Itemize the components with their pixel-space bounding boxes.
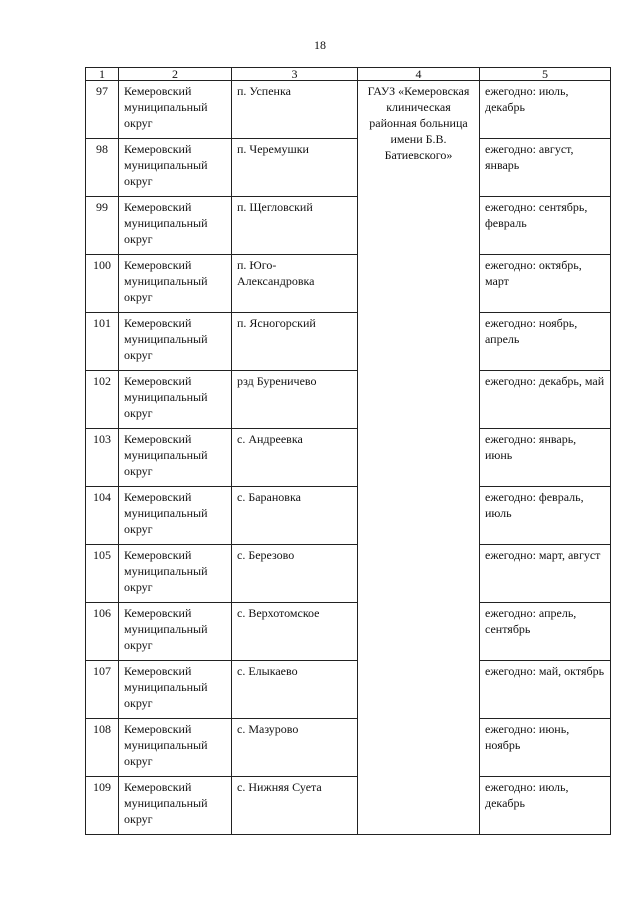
column-header: 1 <box>86 68 119 81</box>
settlement-cell: с. Березово <box>232 545 358 603</box>
row-number-cell: 109 <box>86 777 119 835</box>
district-cell: Кемеровский муниципальный округ <box>119 661 232 719</box>
district-cell: Кемеровский муниципальный округ <box>119 197 232 255</box>
row-number-cell: 99 <box>86 197 119 255</box>
table-row <box>86 661 611 719</box>
column-header: 5 <box>480 68 611 81</box>
district-cell: Кемеровский муниципальный округ <box>119 139 232 197</box>
schedule-cell: ежегодно: ноябрь, апрель <box>480 313 611 371</box>
settlement-cell: п. Успенка <box>232 81 358 139</box>
row-number-cell: 101 <box>86 313 119 371</box>
district-cell: Кемеровский муниципальный округ <box>119 313 232 371</box>
settlement-cell: с. Андреевка <box>232 429 358 487</box>
table-row <box>86 487 611 545</box>
settlement-cell: с. Верхотомское <box>232 603 358 661</box>
row-number-cell: 103 <box>86 429 119 487</box>
page-number: 18 <box>314 38 326 52</box>
schedule-cell: ежегодно: август, январь <box>480 139 611 197</box>
schedule-cell: ежегодно: январь, июнь <box>480 429 611 487</box>
settlement-cell: с. Барановка <box>232 487 358 545</box>
district-cell: Кемеровский муниципальный округ <box>119 371 232 429</box>
schedule-cell: ежегодно: декабрь, май <box>480 371 611 429</box>
schedule-cell: ежегодно: июнь, ноябрь <box>480 719 611 777</box>
district-cell: Кемеровский муниципальный округ <box>119 255 232 313</box>
column-header: 3 <box>232 68 358 81</box>
organization-cell: ГАУЗ «Кемеровская клиническая районная больница имени Б.В. Батиевского» <box>358 81 480 835</box>
district-cell: Кемеровский муниципальный округ <box>119 81 232 139</box>
row-number-cell: 108 <box>86 719 119 777</box>
table-row <box>86 603 611 661</box>
table-row <box>86 139 611 197</box>
schedule-cell: ежегодно: октябрь, март <box>480 255 611 313</box>
column-header: 4 <box>358 68 480 81</box>
table-row <box>86 197 611 255</box>
row-number-cell: 97 <box>86 81 119 139</box>
row-number-cell: 98 <box>86 139 119 197</box>
header-row <box>86 68 611 81</box>
row-number-cell: 100 <box>86 255 119 313</box>
table-row <box>86 429 611 487</box>
table-row <box>86 719 611 777</box>
settlement-cell: рзд Буреничево <box>232 371 358 429</box>
schedule-table <box>85 67 611 835</box>
district-cell: Кемеровский муниципальный округ <box>119 777 232 835</box>
schedule-cell: ежегодно: сентябрь, февраль <box>480 197 611 255</box>
settlement-cell: с. Нижняя Суета <box>232 777 358 835</box>
schedule-cell: ежегодно: июль, декабрь <box>480 81 611 139</box>
district-cell: Кемеровский муниципальный округ <box>119 603 232 661</box>
schedule-cell: ежегодно: июль, декабрь <box>480 777 611 835</box>
table-row <box>86 255 611 313</box>
column-header: 2 <box>119 68 232 81</box>
table-row <box>86 371 611 429</box>
row-number-cell: 104 <box>86 487 119 545</box>
settlement-cell: п. Черемушки <box>232 139 358 197</box>
table-row <box>86 313 611 371</box>
district-cell: Кемеровский муниципальный округ <box>119 545 232 603</box>
settlement-cell: п. Ясногорский <box>232 313 358 371</box>
settlement-cell: с. Мазурово <box>232 719 358 777</box>
schedule-cell: ежегодно: февраль, июль <box>480 487 611 545</box>
table-row <box>86 81 611 139</box>
settlement-cell: с. Елыкаево <box>232 661 358 719</box>
table-row <box>86 545 611 603</box>
settlement-cell: п. Щегловский <box>232 197 358 255</box>
settlement-cell: п. Юго-Александровка <box>232 255 358 313</box>
table-row <box>86 777 611 835</box>
row-number-cell: 106 <box>86 603 119 661</box>
schedule-cell: ежегодно: март, август <box>480 545 611 603</box>
row-number-cell: 102 <box>86 371 119 429</box>
row-number-cell: 107 <box>86 661 119 719</box>
district-cell: Кемеровский муниципальный округ <box>119 429 232 487</box>
district-cell: Кемеровский муниципальный округ <box>119 487 232 545</box>
district-cell: Кемеровский муниципальный округ <box>119 719 232 777</box>
schedule-cell: ежегодно: апрель, сентябрь <box>480 603 611 661</box>
row-number-cell: 105 <box>86 545 119 603</box>
schedule-cell: ежегодно: май, октябрь <box>480 661 611 719</box>
